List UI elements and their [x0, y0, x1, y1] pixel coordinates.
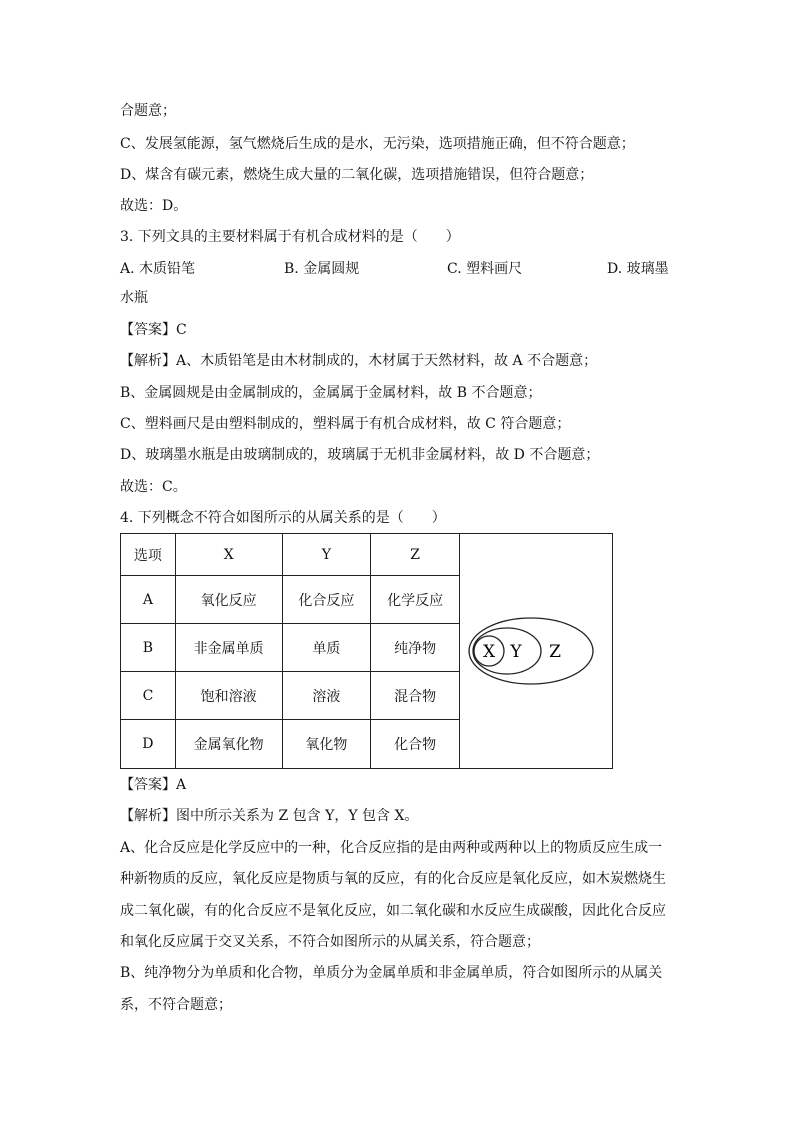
- table-cell: C: [121, 672, 176, 720]
- text-line: D、煤含有碳元素，燃烧生成大量的二氧化碳，选项措施错误，但符合题意；: [120, 167, 594, 183]
- question-3-analysis-line: B、金属圆规是由金属制成的，金属属于金属材料，故 B 不合题意；: [120, 385, 542, 401]
- text-line: C、发展氢能源，氢气燃烧后生成的是水，无污染，选项措施正确，但不符合题意；: [120, 136, 635, 152]
- question-3-option-a: A. 木质铅笔: [120, 261, 196, 277]
- question-4-analysis-line: 【解析】图中所示关系为 Z 包含 Y，Y 包含 X。: [120, 808, 419, 824]
- table-header-row: [121, 534, 613, 576]
- table-cell: B: [121, 624, 176, 672]
- table-cell: 混合物: [371, 672, 460, 720]
- question-4-answer: 【答案】A: [120, 777, 187, 793]
- question-3-analysis-line: 【解析】A、木质铅笔是由木材制成的，木材属于天然材料，故 A 不合题意；: [120, 353, 598, 369]
- text-line: 故选：D。: [120, 198, 188, 214]
- table-cell: 饱和溶液: [175, 672, 282, 720]
- table-cell: 纯净物: [371, 624, 460, 672]
- question-3-option-c: C. 塑料画尺: [447, 261, 523, 277]
- question-4-analysis-line: A、化合反应是化学反应中的一种，化合反应指的是由两种或两种以上的物质反应生成一: [120, 840, 663, 856]
- table-header-cell: X: [175, 534, 282, 576]
- set-y-label: Y: [510, 642, 522, 662]
- question-3-stem: 3. 下列文具的主要材料属于有机合成材料的是（ ）: [120, 229, 460, 245]
- question-4-analysis-line: 和氧化反应属于交叉关系，不符合如图所示的从属关系，符合题意；: [120, 934, 540, 950]
- table-cell: 金属氧化物: [175, 720, 282, 769]
- question-4-analysis-line: 种新物质的反应，氧化反应是物质与氧的反应，有的化合反应是氧化反应，如木炭燃烧生: [120, 871, 666, 887]
- text-line: 合题意；: [120, 103, 176, 119]
- table-cell: 单质: [282, 624, 371, 672]
- table-cell: A: [121, 576, 176, 624]
- table-cell: 氧化物: [282, 720, 371, 769]
- table-cell: 化学反应: [371, 576, 460, 624]
- question-4-stem: 4. 下列概念不符合如图所示的从属关系的是（ ）: [120, 510, 446, 526]
- table-header-cell: 选项: [121, 534, 176, 576]
- question-4-analysis-line: 系，不符合题意；: [120, 997, 232, 1013]
- concept-table: [120, 533, 613, 769]
- question-3-answer: 【答案】C: [120, 322, 187, 338]
- question-3-option-b: B. 金属圆规: [284, 261, 360, 277]
- table-cell: 氧化反应: [175, 576, 282, 624]
- set-x-label: X: [482, 642, 496, 662]
- question-4-analysis-line: B、纯净物分为单质和化合物，单质分为金属单质和非金属单质，符合如图所示的从属关: [120, 965, 663, 981]
- table-cell: 非金属单质: [175, 624, 282, 672]
- table-header-cell: Y: [282, 534, 371, 576]
- table-header-cell: Z: [371, 534, 460, 576]
- question-3-option-wrap: 水瓶: [120, 290, 148, 306]
- question-3-analysis-line: 故选：C。: [120, 479, 187, 495]
- table-cell: 化合反应: [282, 576, 371, 624]
- table-cell: 溶液: [282, 672, 371, 720]
- venn-diagram-cell: [459, 534, 612, 769]
- venn-diagram: [461, 616, 611, 686]
- set-z-label: Z: [549, 642, 561, 662]
- question-3-analysis-line: D、玻璃墨水瓶是由玻璃制成的，玻璃属于无机非金属材料，故 D 不合题意；: [120, 447, 600, 463]
- table-cell: D: [121, 720, 176, 769]
- question-4-analysis-line: 成二氧化碳，有的化合反应不是氧化反应，如二氧化碳和水反应生成碳酸，因此化合反应: [120, 903, 666, 919]
- question-3-option-d: D. 玻璃墨: [607, 261, 669, 277]
- question-3-analysis-line: C、塑料画尺是由塑料制成的，塑料属于有机合成材料，故 C 符合题意；: [120, 416, 571, 432]
- table-cell: 化合物: [371, 720, 460, 769]
